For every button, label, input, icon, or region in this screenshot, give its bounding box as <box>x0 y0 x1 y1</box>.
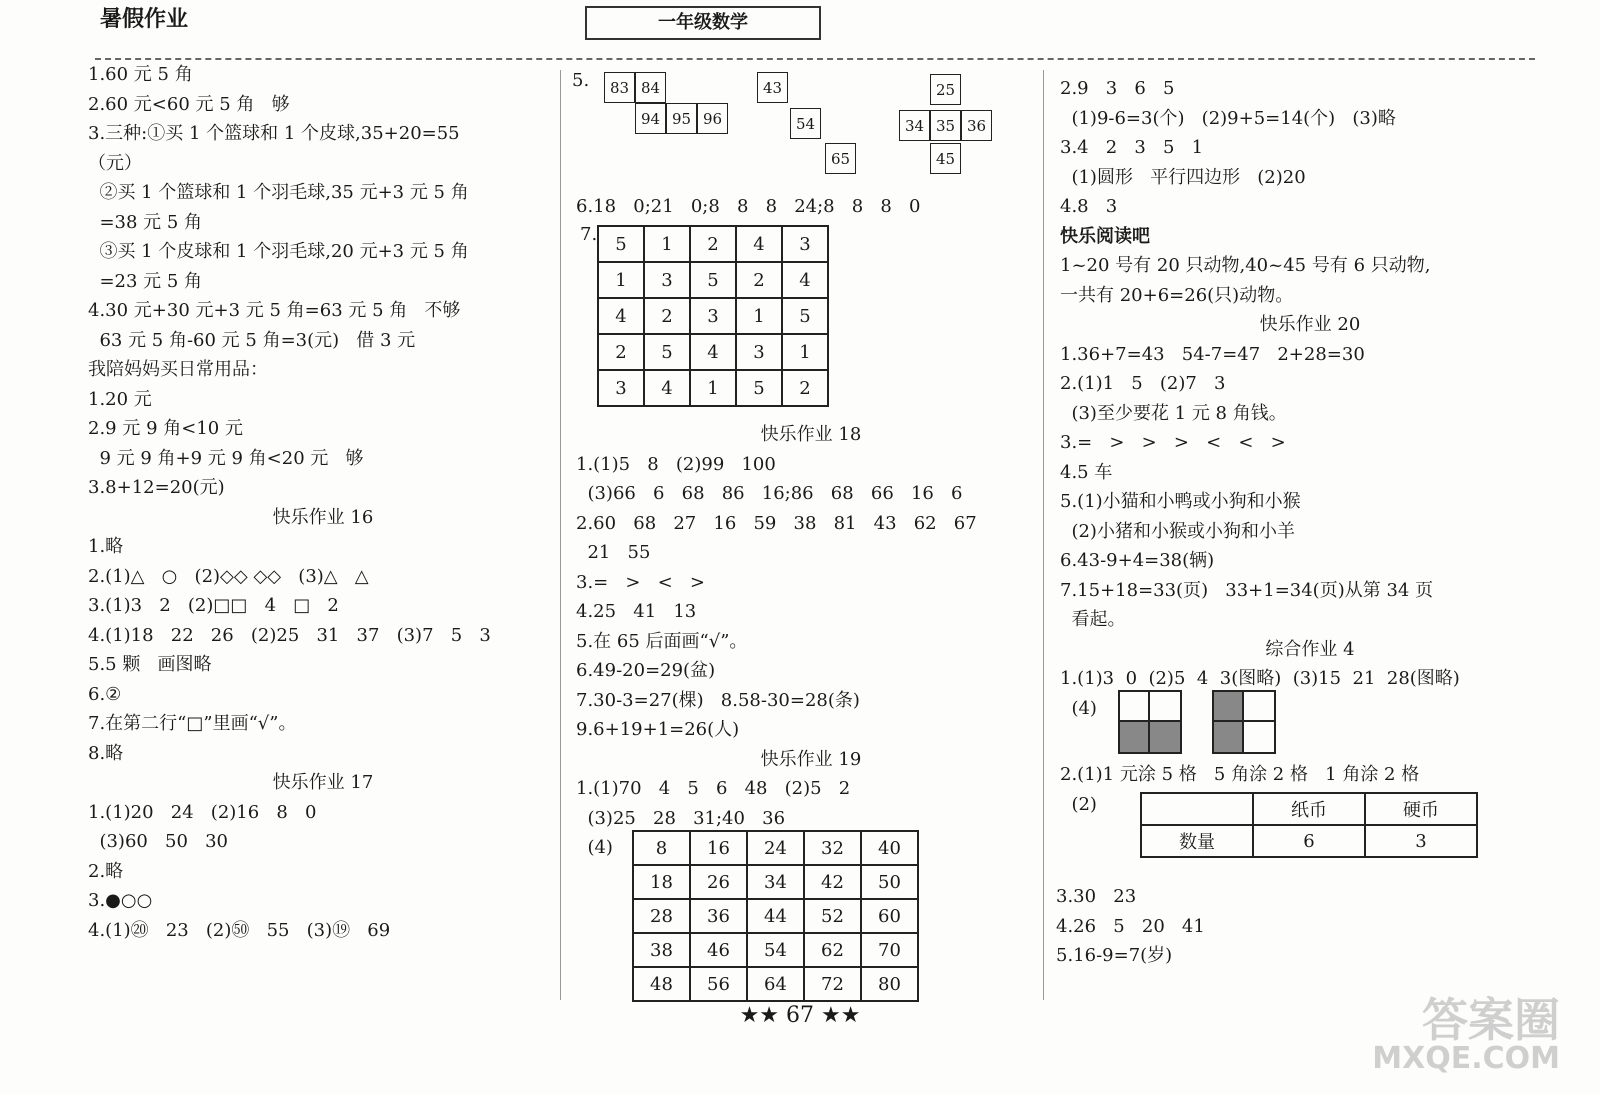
answer-line: 7.在第二行“□”里画“√”。 <box>88 713 297 734</box>
grid-cell: 2 <box>782 370 828 406</box>
grid-cell: 46 <box>690 933 747 967</box>
answer-line: 2.(1)1 元涂 5 格 5 角涂 2 格 1 角涂 2 格 <box>1060 764 1420 785</box>
grid-cell: 64 <box>747 967 804 1001</box>
table-header: 硬币 <box>1365 793 1477 825</box>
answer-line: (3)60 50 30 <box>88 831 228 852</box>
grid-cell: 32 <box>804 831 861 865</box>
grid-cell: 34 <box>747 865 804 899</box>
grid-cell: 5 <box>598 226 644 262</box>
answer-line: 3.= > < > <box>576 571 705 593</box>
answer-line: (4) <box>576 837 613 858</box>
grid-cell: 3 <box>598 370 644 406</box>
table-cell: 3 <box>1365 825 1477 857</box>
grid-cell: 4 <box>736 226 782 262</box>
grid-cell: 1 <box>690 370 736 406</box>
grid-cell: 48 <box>633 967 690 1001</box>
square-figure-left <box>1118 690 1182 754</box>
grid-cell: 2 <box>690 226 736 262</box>
section-title: 综合作业 4 <box>1265 638 1355 660</box>
grid-cell: 52 <box>804 899 861 933</box>
number-cell: 95 <box>666 103 697 134</box>
grid-cell: 62 <box>804 933 861 967</box>
grid-cell: 28 <box>633 899 690 933</box>
answer-line: 7.30-3=27(棵) 8.58-30=28(条) <box>576 689 860 711</box>
answer-line: (3)66 6 68 86 16;86 68 66 16 6 <box>576 483 963 504</box>
answer-line: 4.25 41 13 <box>576 601 697 622</box>
number-cell: 34 <box>899 110 930 141</box>
number-cell: 43 <box>757 72 788 103</box>
grid-cell: 2 <box>598 334 644 370</box>
answer-line: 4.30 元+30 元+3 元 5 角=63 元 5 角 不够 <box>88 300 461 321</box>
answer-line: 9 元 9 角+9 元 9 角<20 元 够 <box>88 447 364 469</box>
answer-line: 3.8+12=20(元) <box>88 477 225 498</box>
answer-line: （元） <box>88 152 142 174</box>
grid-cell: 38 <box>633 933 690 967</box>
watermark <box>1372 993 1560 1076</box>
answer-line: 7.15+18=33(页) 33+1=34(页)从第 34 页 <box>1060 579 1434 601</box>
page-number: ★★ 67 ★★ <box>739 1003 861 1028</box>
answer-line: (3)25 28 31;40 36 <box>576 807 786 829</box>
answer-line: 2.略 <box>88 860 124 882</box>
answer-line: 6.② <box>88 683 122 705</box>
table-header-empty <box>1141 793 1253 825</box>
answer-line: 63 元 5 角-60 元 5 角=3(元) 借 3 元 <box>88 329 416 351</box>
grid-cell: 4 <box>782 262 828 298</box>
grid-cell: 24 <box>747 831 804 865</box>
grid-cell: 50 <box>861 865 918 899</box>
answer-line: 5.在 65 后面画“√”。 <box>576 630 748 652</box>
answer-line: =38 元 5 角 <box>88 211 203 233</box>
answer-line: 5.5 颗 画图略 <box>88 654 212 675</box>
section-title: 快乐作业 20 <box>1259 314 1361 335</box>
answer-line: 1.略 <box>88 536 124 557</box>
answer-line: 1.(1)70 4 5 6 48 (2)5 2 <box>576 778 851 799</box>
number-cell: 36 <box>961 110 992 141</box>
grid-cell: 3 <box>644 262 690 298</box>
column-3 <box>1060 74 1560 723</box>
grid-cell: 5 <box>644 334 690 370</box>
grid-cell: 16 <box>690 831 747 865</box>
grid-cell: 72 <box>804 967 861 1001</box>
answer-line: 1.36+7=43 54-7=47 2+28=30 <box>1060 343 1365 365</box>
answer-line: 6.43-9+4=38(辆) <box>1060 550 1215 571</box>
section-title: 快乐作业 16 <box>272 506 374 528</box>
table-header: 纸币 <box>1253 793 1365 825</box>
answer-line: ②买 1 个篮球和 1 个羽毛球,35 元+3 元 5 角 <box>88 182 469 203</box>
answer-line: 2.(1)1 5 (2)7 3 <box>1060 373 1226 394</box>
answer-line: 21 55 <box>576 542 651 563</box>
answer-line: 2.(1)△ ○ (2)◇◇ ◇◇ (3)△ △ <box>88 565 369 587</box>
section-title: 快乐阅读吧 <box>1060 225 1150 247</box>
table-row-label: 数量 <box>1141 825 1253 857</box>
answer-line: ③买 1 个皮球和 1 个羽毛球,20 元+3 元 5 角 <box>88 241 469 262</box>
answer-line: 看起。 <box>1060 609 1126 630</box>
answer-line: (3)至少要花 1 元 8 角钱。 <box>1060 402 1287 424</box>
answer-line: 6.18 0;21 0;8 8 8 24;8 8 8 0 <box>576 196 921 217</box>
number-grid-q19 <box>632 830 919 1002</box>
answer-line: 一共有 20+6=26(只)动物。 <box>1060 284 1294 306</box>
grid-cell: 60 <box>861 899 918 933</box>
grid-cell: 42 <box>804 865 861 899</box>
answer-line: (1)圆形 平行四边形 (2)20 <box>1060 166 1306 188</box>
grid-cell: 26 <box>690 865 747 899</box>
answer-line: (1)9-6=3(个) (2)9+5=14(个) (3)略 <box>1060 107 1396 129</box>
answer-line: 6.49-20=29(盆) <box>576 660 716 681</box>
number-cell: 84 <box>635 72 666 103</box>
answer-line: 3.30 23 <box>1056 886 1137 907</box>
answer-line: 2.9 元 9 角<10 元 <box>88 418 243 439</box>
answer-line: 8.略 <box>88 742 124 764</box>
answer-line: 2.9 3 6 5 <box>1060 78 1175 99</box>
grid-cell: 2 <box>644 298 690 334</box>
grid-cell: 80 <box>861 967 918 1001</box>
grid-cell: 8 <box>633 831 690 865</box>
answer-line: (4) <box>1060 697 1097 719</box>
number-cell: 96 <box>697 103 728 134</box>
grid-cell: 36 <box>690 899 747 933</box>
section-title: 快乐作业 17 <box>272 772 374 793</box>
column-3-part3 <box>1056 882 1556 971</box>
number-cell: 25 <box>930 74 961 105</box>
grid-cell: 3 <box>690 298 736 334</box>
grid-cell: 40 <box>861 831 918 865</box>
grid-cell: 1 <box>598 262 644 298</box>
number-cell: 65 <box>825 143 856 174</box>
square-figure-right <box>1212 690 1276 754</box>
answer-line: 我陪妈妈买日常用品： <box>88 359 268 380</box>
watermark-title: 答案圈 <box>1422 993 1560 1047</box>
number-cell: 45 <box>930 143 961 174</box>
watermark-url: MXQE.COM <box>1372 1041 1560 1076</box>
grid-cell: 44 <box>747 899 804 933</box>
number-cell: 35 <box>930 110 961 141</box>
grid-cell: 70 <box>861 933 918 967</box>
column-1 <box>88 60 558 945</box>
answer-line: 4.(1)18 22 26 (2)25 31 37 (3)7 5 3 <box>88 624 491 646</box>
answer-line: 5.(1)小猫和小鸭或小狗和小猴 <box>1060 491 1301 512</box>
answer-line: 1.(1)20 24 (2)16 8 0 <box>88 801 317 823</box>
header-brand: 暑假作业 <box>100 7 189 32</box>
answer-line: 1.(1)5 8 (2)99 100 <box>576 453 776 475</box>
q7-label: 7. <box>580 224 598 245</box>
answer-line: 1.60 元 5 角 <box>88 64 193 85</box>
q5-label: 5. <box>572 70 590 91</box>
column-2-lines <box>576 420 1046 863</box>
grid-cell: 5 <box>736 370 782 406</box>
grid-cell: 4 <box>644 370 690 406</box>
answer-line: 3.三种:①买 1 个篮球和 1 个皮球,35+20=55 <box>88 123 460 144</box>
number-cell: 83 <box>604 72 635 103</box>
answer-line: =23 元 5 角 <box>88 270 203 292</box>
answer-line: 5.16-9=7(岁) <box>1056 945 1173 966</box>
answer-line: 9.6+19+1=26(人) <box>576 719 740 740</box>
grid-cell: 5 <box>690 262 736 298</box>
grid-cell: 5 <box>782 298 828 334</box>
answer-line: 4.(1)⑳ 23 (2)㊿ 55 (3)⑲ 69 <box>88 919 391 941</box>
answer-line: 4.5 车 <box>1060 461 1113 483</box>
money-table <box>1140 792 1478 858</box>
answer-line: 4.26 5 20 41 <box>1056 915 1205 937</box>
number-cell: 94 <box>635 103 666 134</box>
section-title: 快乐作业 19 <box>760 748 862 770</box>
grid-cell: 1 <box>736 298 782 334</box>
grid-cell: 3 <box>782 226 828 262</box>
answer-line: 4.8 3 <box>1060 196 1118 217</box>
answer-line: 2.60 68 27 16 59 38 81 43 62 67 <box>576 512 977 534</box>
answer-line: 3.= > > > < < > <box>1060 432 1286 453</box>
answer-line: 3.(1)3 2 (2)□□ 4 □ 2 <box>88 595 339 616</box>
section-title: 快乐作业 18 <box>760 424 862 445</box>
answer-line: 2.60 元<60 元 5 角 够 <box>88 93 290 115</box>
grid-cell: 1 <box>644 226 690 262</box>
answer-line: 1~20 号有 20 只动物,40~45 号有 6 只动物, <box>1060 255 1431 276</box>
answer-line: 3.●○○ <box>88 890 153 911</box>
column-separator <box>560 70 561 1000</box>
answer-line: 1.20 元 <box>88 388 152 410</box>
answer-line: (2) <box>1060 793 1097 815</box>
answer-line: (2)小猪和小猴或小狗和小羊 <box>1060 520 1295 542</box>
number-grid-q7 <box>597 225 829 407</box>
grid-cell: 54 <box>747 933 804 967</box>
answer-line: 3.4 2 3 5 1 <box>1060 137 1204 158</box>
grid-cell: 18 <box>633 865 690 899</box>
grid-cell: 56 <box>690 967 747 1001</box>
answer-line: 1.(1)3 0 (2)5 4 3(图略) (3)15 21 28(图略) <box>1060 668 1460 689</box>
grid-cell: 1 <box>782 334 828 370</box>
grid-cell: 4 <box>690 334 736 370</box>
grid-cell: 4 <box>598 298 644 334</box>
number-cell: 54 <box>790 108 821 139</box>
subject-box: 一年级数学 <box>585 6 821 40</box>
grid-cell: 2 <box>736 262 782 298</box>
table-cell: 6 <box>1253 825 1365 857</box>
grid-cell: 3 <box>736 334 782 370</box>
